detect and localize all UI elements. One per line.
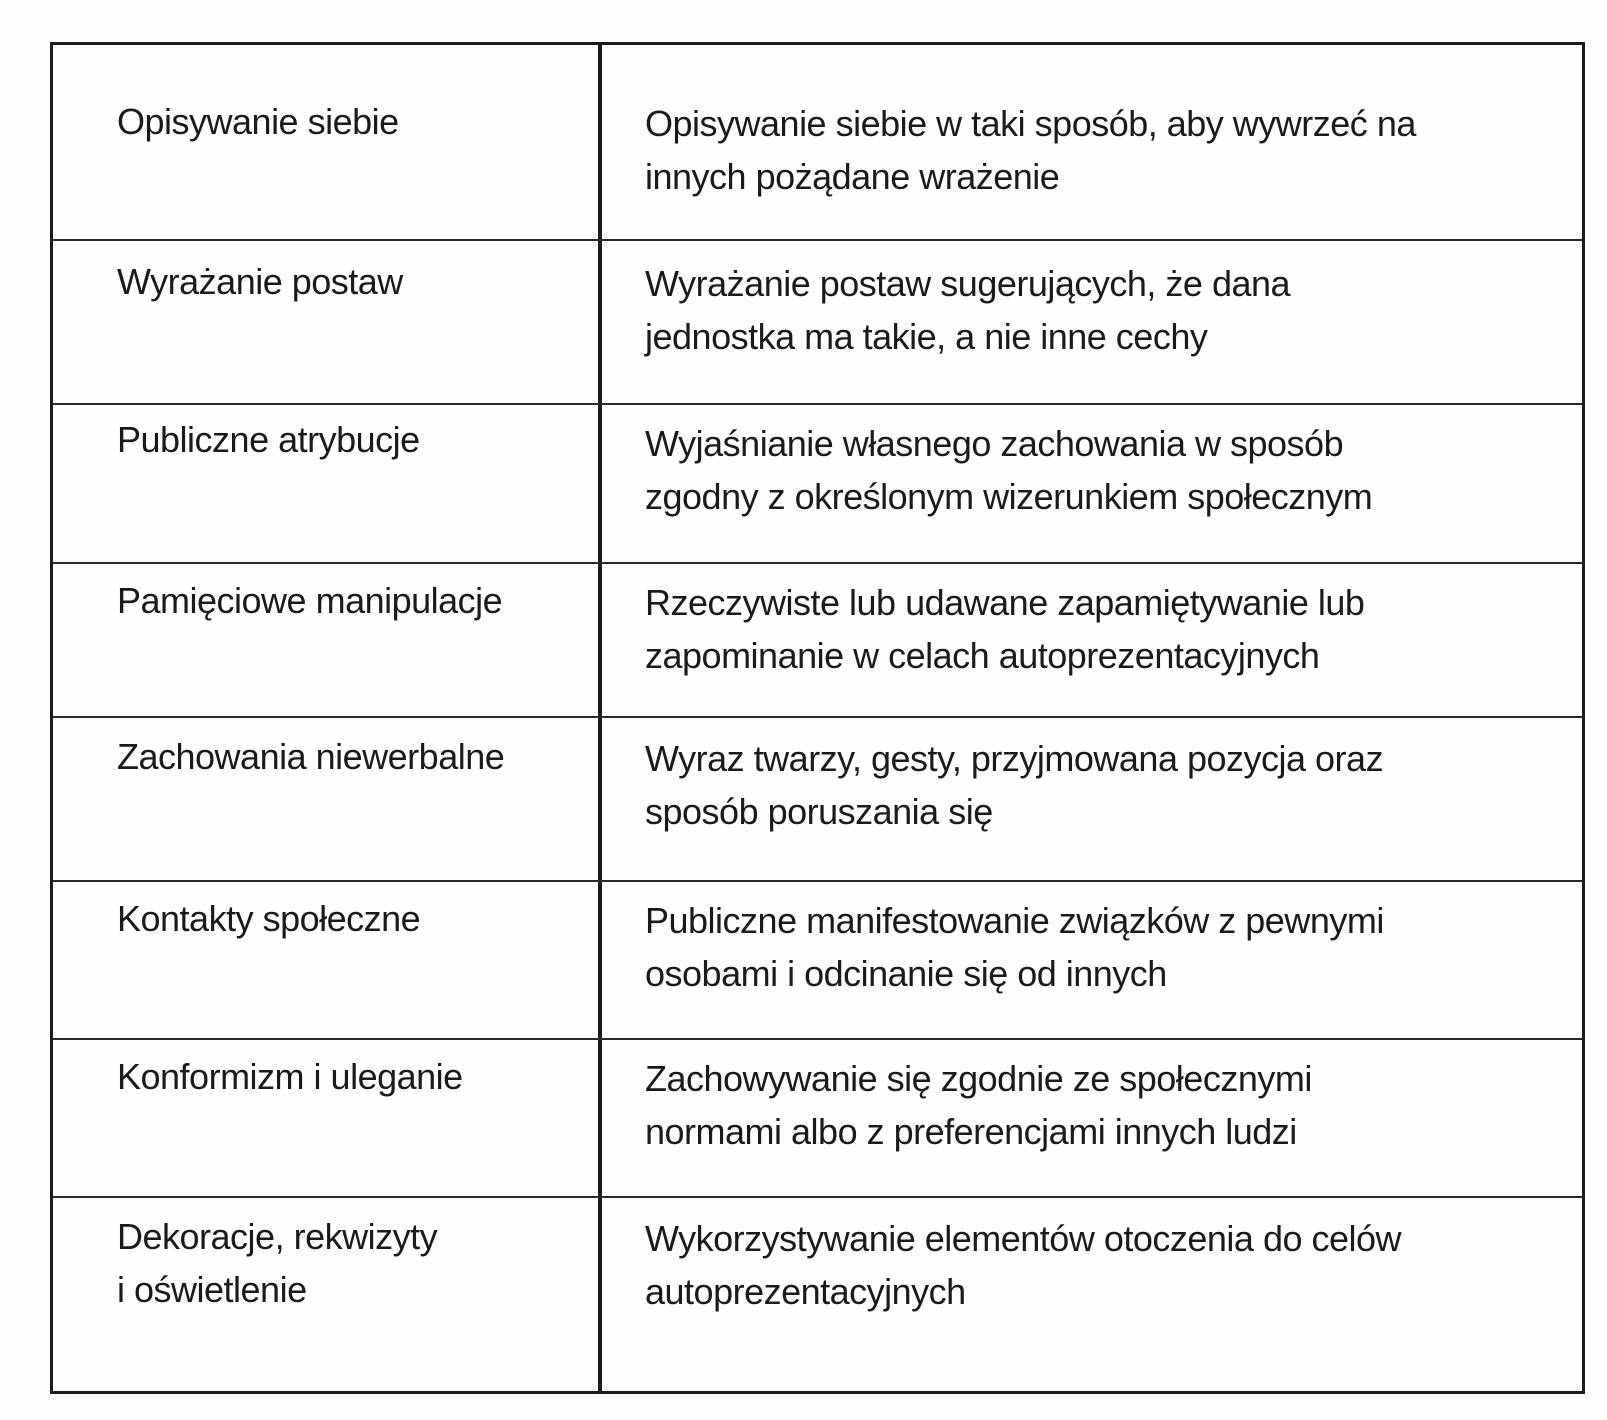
- table-row: [53, 405, 1582, 563]
- term-cell: Wyrażanie postaw: [117, 261, 403, 302]
- term-cell: Kontakty społeczne: [117, 898, 421, 939]
- term-cell: Zachowania niewerbalne: [117, 736, 505, 777]
- table-row: [53, 564, 1582, 717]
- term-cell: Pamięciowe manipulacje: [117, 580, 503, 621]
- term-cell: Publiczne atrybucje: [117, 419, 420, 460]
- description-cell: Opisywanie siebie w taki sposób, aby wywrzeć na innych pożądane wrażenie: [645, 103, 1416, 197]
- description-cell: Wyrażanie postaw sugerujących, że dana jednostka ma takie, a nie inne cechy: [645, 263, 1291, 357]
- description-cell: Wykorzystywanie elementów otoczenia do celów autoprezentacyjnych: [645, 1218, 1402, 1312]
- table-row: [53, 718, 1582, 881]
- table-row: [53, 45, 1582, 241]
- term-cell: Opisywanie siebie: [117, 101, 399, 142]
- table-row: [53, 882, 1582, 1039]
- table-row: [53, 241, 1582, 404]
- description-cell: Publiczne manifestowanie związków z pewnymi osobami i odcinanie się od innych: [645, 900, 1384, 994]
- description-cell: Rzeczywiste lub udawane zapamiętywanie lub zapominanie w celach autoprezentacyjnych: [645, 582, 1365, 676]
- tactics-table: [50, 42, 1585, 1394]
- term-cell: Konformizm i uleganie: [117, 1056, 463, 1097]
- description-cell: Wyjaśnianie własnego zachowania w sposób zgodny z określonym wizerunkiem społecznym: [645, 423, 1373, 517]
- term-cell: Dekoracje, rekwizyty i oświetlenie: [117, 1216, 438, 1310]
- description-cell: Zachowywanie się zgodnie ze społecznymi normami albo z preferencjami innych ludzi: [645, 1058, 1312, 1152]
- description-cell: Wyraz twarzy, gesty, przyjmowana pozycja oraz sposób poruszania się: [645, 738, 1384, 832]
- table-row: [53, 1198, 1582, 1388]
- table-row: [53, 1040, 1582, 1197]
